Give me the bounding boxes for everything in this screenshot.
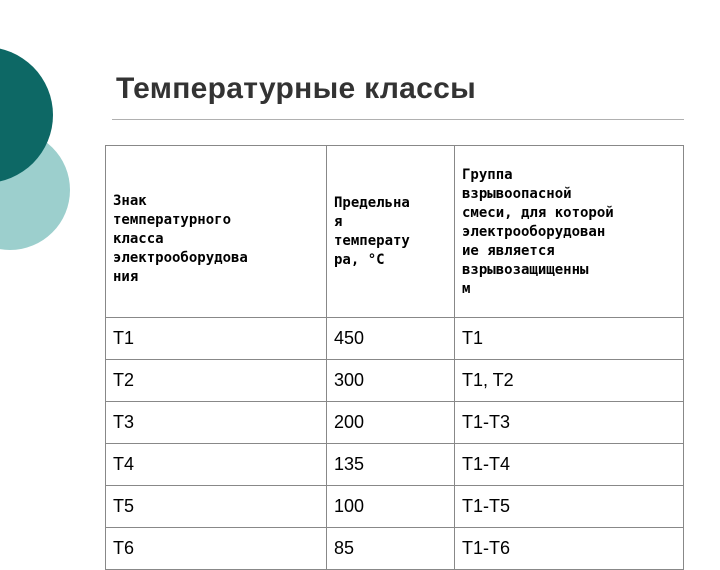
cell-group: T1-T6	[455, 528, 684, 570]
header-cell-mixture-group: Группа взрывоопасной смеси, для которой электрооборудован ие является взрывозащищенны м	[455, 146, 684, 318]
table-row	[106, 402, 684, 444]
cell-temp: 450	[327, 318, 455, 360]
cell-class: T4	[106, 444, 327, 486]
header-cell-class-mark: Знак температурного класса электрооборудова ния	[106, 146, 327, 318]
cell-temp: 100	[327, 486, 455, 528]
decorative-circles	[0, 0, 80, 300]
cell-temp: 135	[327, 444, 455, 486]
cell-temp: 200	[327, 402, 455, 444]
table-row	[106, 360, 684, 402]
slide-title: Температурные классы	[116, 72, 477, 105]
cell-group: T1	[455, 318, 684, 360]
cell-group: T1, T2	[455, 360, 684, 402]
table-row	[106, 444, 684, 486]
table-row	[106, 486, 684, 528]
header-cell-max-temp: Предельна я температу ра, °С	[327, 146, 455, 318]
cell-class: T6	[106, 528, 327, 570]
cell-class: T2	[106, 360, 327, 402]
temperature-classes-table	[105, 145, 684, 570]
cell-class: T3	[106, 402, 327, 444]
table-row	[106, 528, 684, 570]
cell-group: T1-T4	[455, 444, 684, 486]
table-header-row	[106, 146, 684, 318]
table-row	[106, 318, 684, 360]
cell-group: T1-T5	[455, 486, 684, 528]
cell-temp: 85	[327, 528, 455, 570]
title-divider	[112, 119, 684, 120]
cell-group: T1-T3	[455, 402, 684, 444]
cell-temp: 300	[327, 360, 455, 402]
cell-class: T5	[106, 486, 327, 528]
cell-class: T1	[106, 318, 327, 360]
